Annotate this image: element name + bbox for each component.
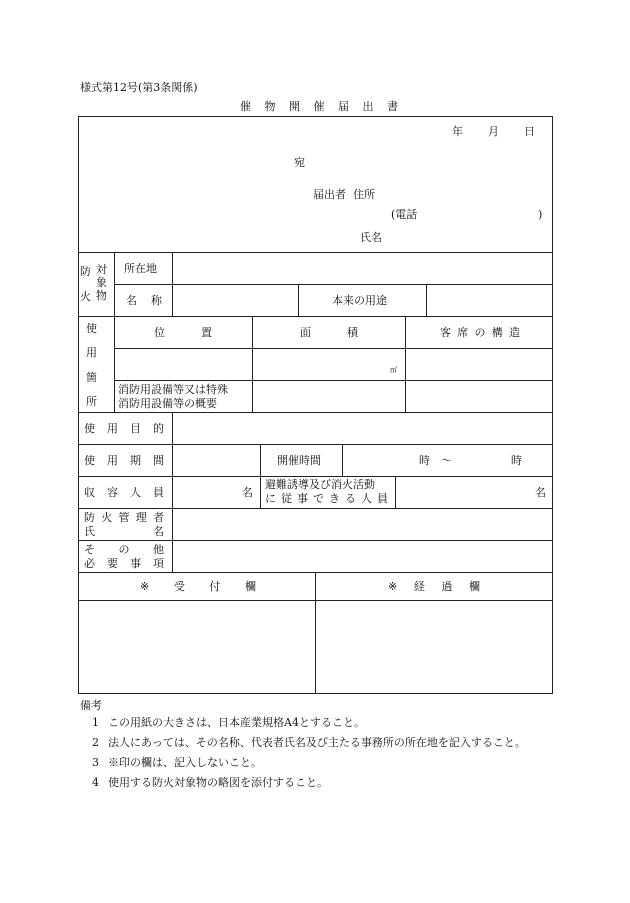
label-char: 理 <box>135 511 147 524</box>
tilde: 〜 <box>441 454 452 467</box>
label-char: 人 <box>130 486 141 499</box>
rule <box>114 380 553 381</box>
rule <box>114 252 115 412</box>
evac-unit: 名 <box>535 486 546 499</box>
rule <box>78 444 553 445</box>
label-char: 容 <box>107 486 118 499</box>
rule <box>342 444 343 476</box>
label-char: 使 <box>84 454 95 467</box>
label-char: で <box>313 492 324 505</box>
label-char: 間 <box>153 454 164 467</box>
remark-item <box>92 717 365 728</box>
fire-manager-label-line1 <box>84 512 164 523</box>
equipment-label-line1: 消防用設備等又は特殊 <box>118 383 228 396</box>
label-char: 届 <box>338 100 349 113</box>
label-char: 積 <box>347 326 358 339</box>
remark-number: 2 <box>92 736 99 749</box>
phone-open: (電話 <box>391 208 418 221</box>
label-char: 催 <box>240 100 251 113</box>
use-place-label <box>86 323 100 407</box>
label-char: 欄 <box>469 580 480 593</box>
label-char: の <box>118 543 130 556</box>
address-label: 住所 <box>353 188 375 201</box>
label-char: ※ <box>388 580 398 593</box>
rule <box>172 252 173 316</box>
label-char: 欄 <box>245 580 256 593</box>
fire-manager-label-line2 <box>84 526 164 537</box>
month-label: 月 <box>488 125 499 138</box>
label-char: に <box>265 492 276 505</box>
year-label: 年 <box>452 125 463 138</box>
rule <box>260 444 261 508</box>
label-char: 催 <box>313 100 325 113</box>
rule <box>114 284 553 285</box>
remark-item <box>92 757 262 768</box>
rule <box>78 476 553 477</box>
form-title <box>240 101 398 112</box>
label-char: 物 <box>264 100 276 113</box>
sqm-unit: ㎡ <box>390 366 397 374</box>
applicant-label: 届出者 <box>313 188 346 201</box>
label-char: 構 <box>491 326 503 339</box>
label-char: 項 <box>153 557 164 570</box>
label-char: 物 <box>96 289 107 302</box>
rule <box>78 508 553 509</box>
evac-label-line1: 避難誘導及び消火活動 <box>265 478 375 491</box>
label-char: 期 <box>130 454 141 467</box>
label-char: 従 <box>281 492 292 505</box>
purpose-label <box>84 423 164 434</box>
label-char: 付 <box>209 580 221 593</box>
rule <box>405 316 406 412</box>
equipment-label-line2: 消防用設備等の概要 <box>118 397 217 410</box>
label-char: 出 <box>362 100 374 113</box>
label-char: 称 <box>151 294 162 307</box>
label-char: 箇 <box>86 370 97 384</box>
hours-label: 開催時間 <box>277 454 321 467</box>
rule <box>172 412 173 572</box>
label-char: 使 <box>86 322 97 335</box>
label-char: 目 <box>130 422 141 435</box>
label-char: 人 <box>361 492 372 505</box>
remark-item <box>92 737 526 748</box>
label-char: 面 <box>300 326 311 339</box>
end-hour-unit: 時 <box>511 454 522 467</box>
rule <box>78 540 553 541</box>
remark-item <box>92 777 328 788</box>
label-char: 管 <box>118 511 130 524</box>
label-char: 名 <box>126 294 137 307</box>
label-char: 火 <box>80 290 91 303</box>
day-label: 日 <box>524 125 535 138</box>
label-char: 位 <box>154 326 165 339</box>
rule <box>78 412 553 413</box>
remark-number: 4 <box>92 776 99 789</box>
label-char: 防 <box>80 265 91 278</box>
rule <box>252 316 253 412</box>
rule <box>426 284 427 316</box>
start-hour-unit: 時 <box>419 454 430 467</box>
label-char: 使 <box>84 422 95 435</box>
label-char: 氏 <box>84 525 95 538</box>
other-label-line1 <box>84 544 164 555</box>
rule <box>395 476 396 508</box>
label-char: 収 <box>84 486 95 499</box>
label-char: 用 <box>107 454 118 467</box>
addressee-label: 宛 <box>294 156 305 169</box>
label-char: る <box>345 492 356 505</box>
remark-text: ※印の欄は、記入しないこと。 <box>108 756 262 769</box>
label-char: 員 <box>153 486 164 499</box>
name-field-label <box>126 295 162 306</box>
remark-number: 1 <box>92 716 99 729</box>
label-char: 的 <box>153 422 164 435</box>
name-label: 氏名 <box>360 231 382 244</box>
label-char: の <box>474 326 486 339</box>
remark-text: 使用する防火対象物の略図を添付すること。 <box>108 776 328 789</box>
label-char: 受 <box>173 580 185 593</box>
remarks-heading: 備考 <box>80 699 102 712</box>
phone-close: ) <box>538 208 543 221</box>
label-char: き <box>329 492 340 505</box>
label-char: 対 <box>96 263 107 276</box>
label-char: 他 <box>153 543 164 556</box>
label-char: 事 <box>130 557 141 570</box>
label-char: 用 <box>86 346 97 360</box>
remark-text: 法人にあっては、その名称、代表者氏名及び主たる事務所の所在地を記入すること。 <box>108 736 526 749</box>
label-char: ※ <box>140 580 150 593</box>
target-side-label <box>80 264 112 304</box>
label-char: 所 <box>86 394 97 408</box>
remark-number: 3 <box>92 756 99 769</box>
label-char: 要 <box>107 557 118 570</box>
label-char: 員 <box>377 492 388 505</box>
rule <box>78 316 553 317</box>
evac-label-line2 <box>265 493 388 504</box>
rule <box>78 252 553 253</box>
label-char: 防 <box>84 511 95 524</box>
rule <box>298 284 299 316</box>
label-char: 席 <box>457 326 469 339</box>
rule <box>315 572 316 694</box>
period-label <box>84 455 164 466</box>
label-char: 必 <box>84 557 95 570</box>
label-char: 開 <box>289 100 300 113</box>
label-char: 事 <box>297 492 308 505</box>
label-char: 過 <box>441 580 453 593</box>
seating-header <box>440 327 520 338</box>
reception-header <box>140 581 256 592</box>
label-char: 火 <box>101 511 113 524</box>
other-label-line2 <box>84 558 164 569</box>
original-use-label: 本来の用途 <box>332 294 387 307</box>
capacity-label <box>84 487 164 498</box>
area-header <box>300 327 358 338</box>
label-char: 造 <box>509 326 520 339</box>
label-char: 象 <box>96 276 107 289</box>
label-char: 名 <box>153 525 164 538</box>
remark-text: この用紙の大きさは、日本産業規格A4とすること。 <box>108 716 365 729</box>
form-number: 様式第12号(第3条関係) <box>80 81 198 94</box>
label-char: そ <box>84 543 95 556</box>
label-char: 客 <box>440 326 451 339</box>
position-header <box>154 327 212 338</box>
label-char: 経 <box>413 580 425 593</box>
rule <box>114 348 553 349</box>
label-char: 置 <box>201 326 212 339</box>
label-char: 書 <box>387 100 398 113</box>
progress-header <box>388 581 480 592</box>
location-label: 所在地 <box>124 262 157 275</box>
label-char: 者 <box>153 511 164 524</box>
capacity-unit: 名 <box>242 486 253 499</box>
label-char: 用 <box>107 422 118 435</box>
